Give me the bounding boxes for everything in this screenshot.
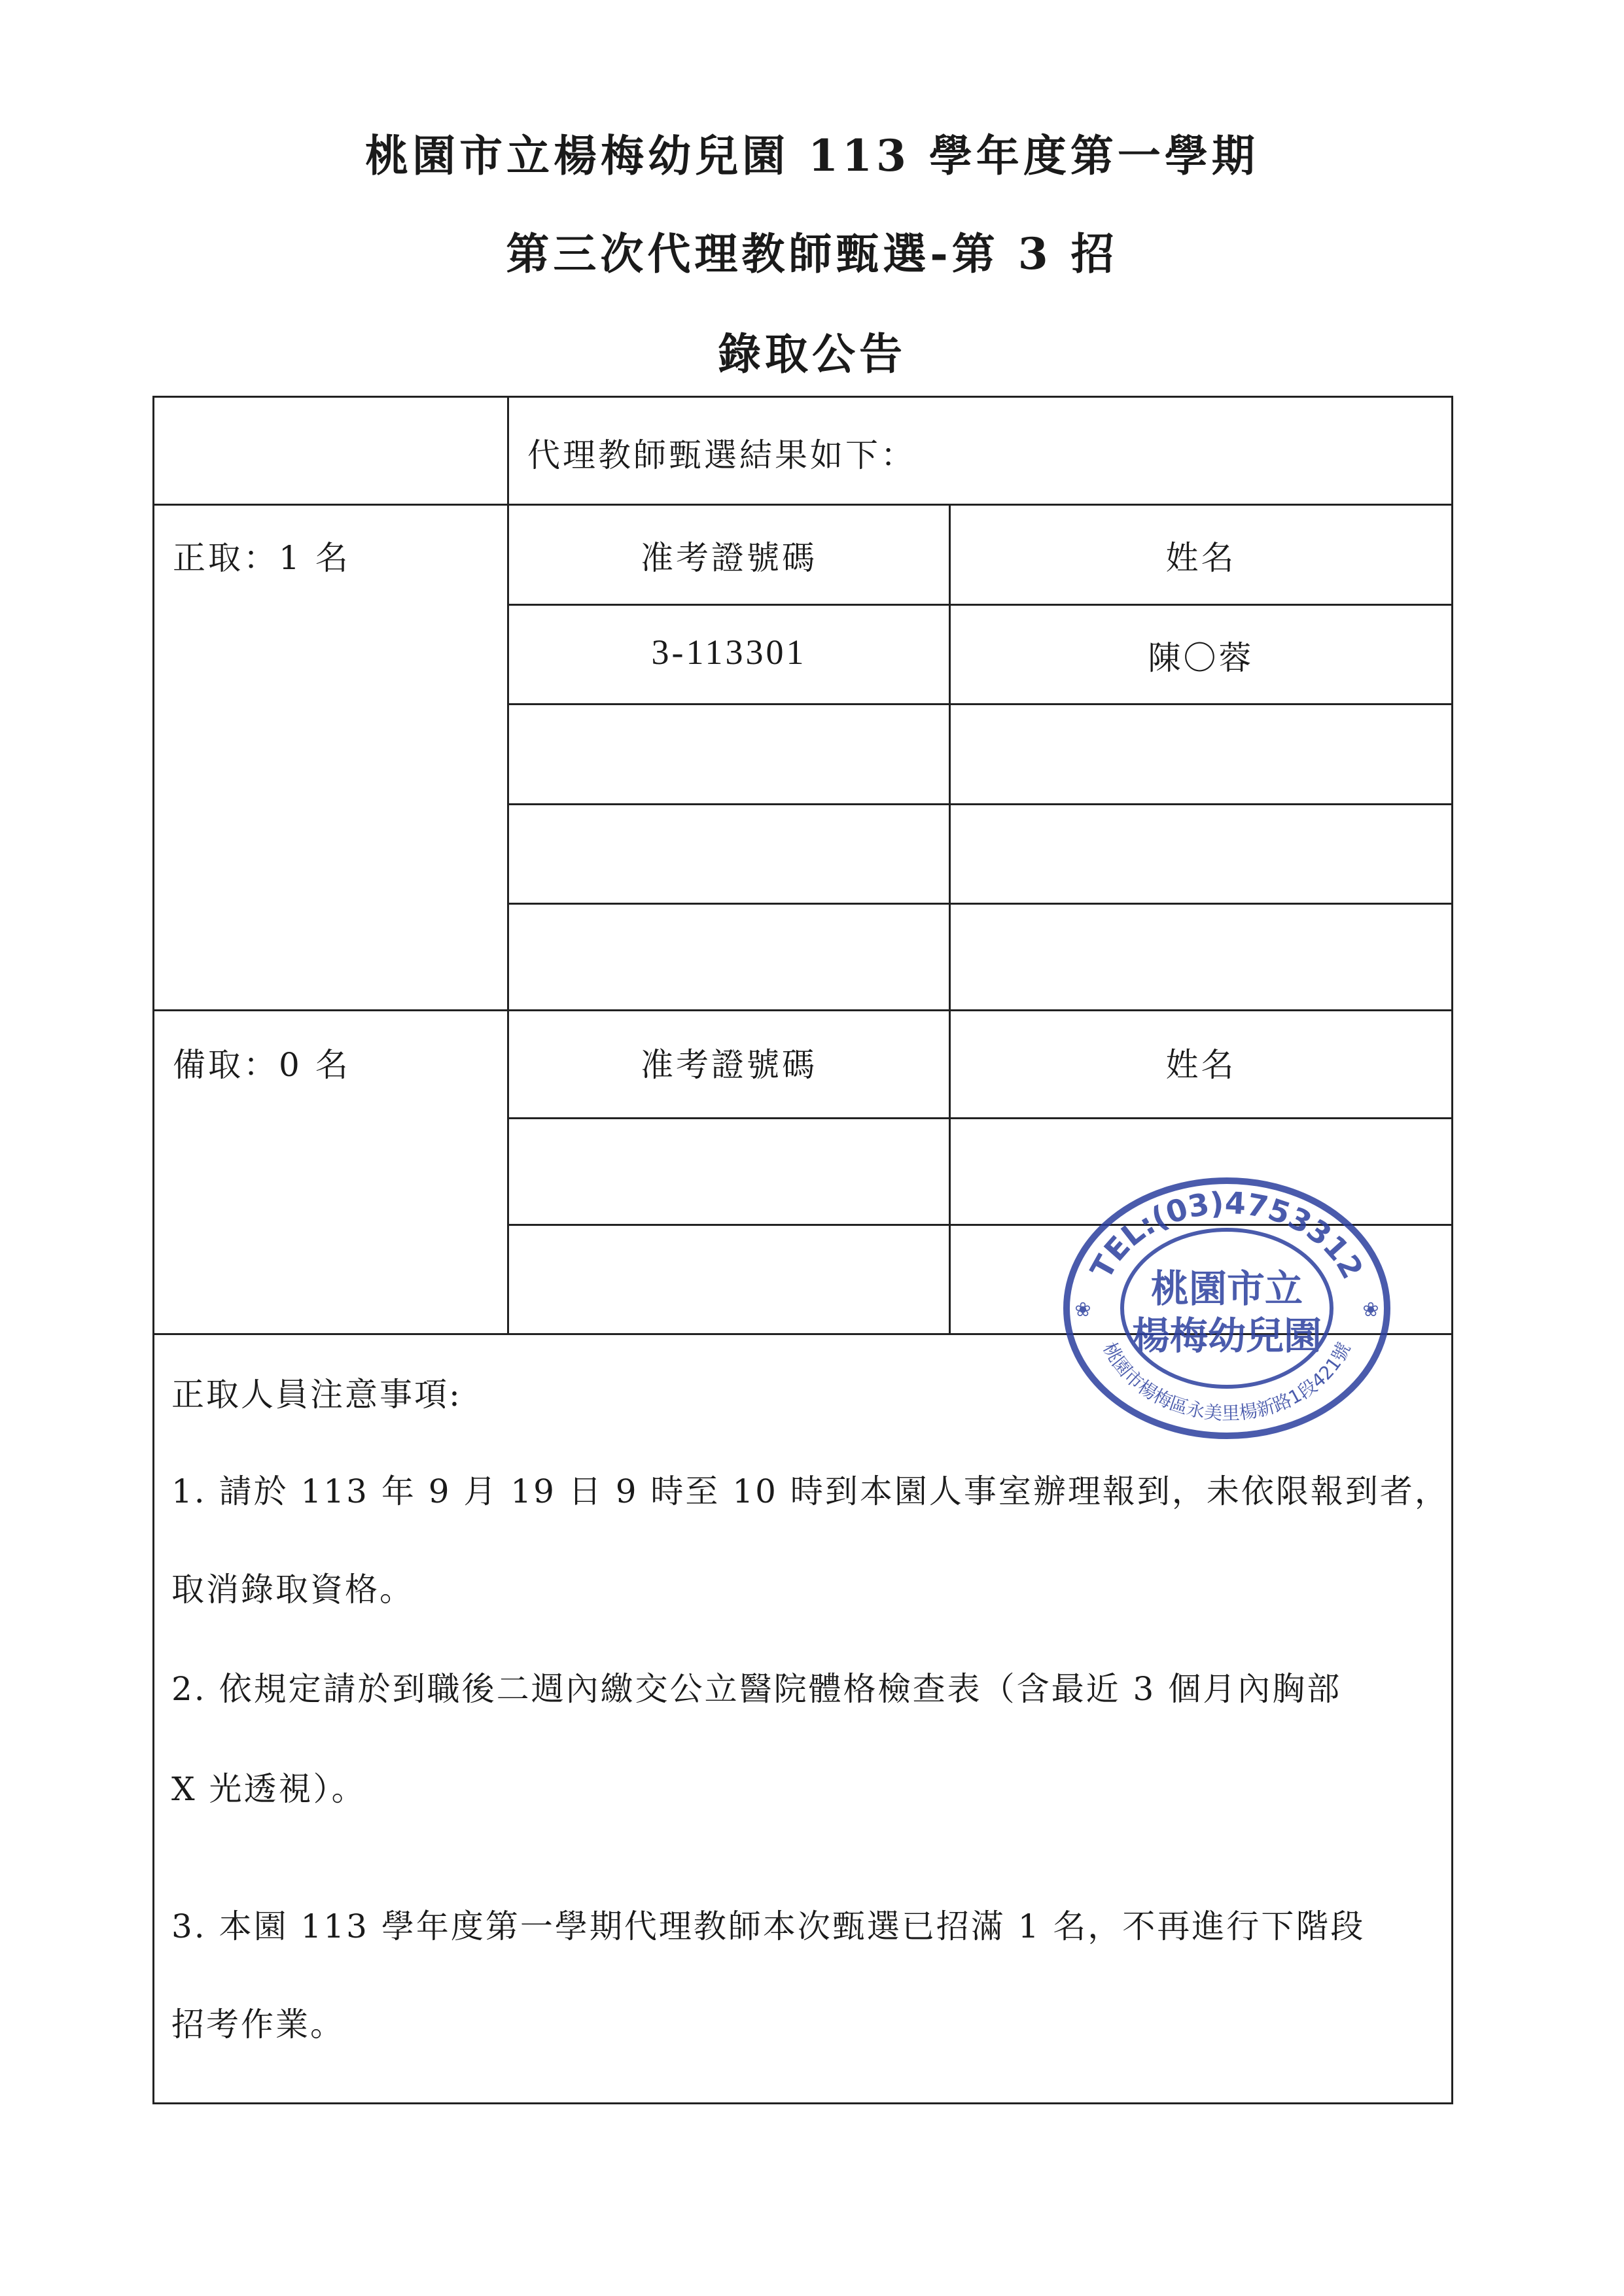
waitlist-col-name: 姓名 (1165, 1046, 1237, 1084)
waitlist-col-id: 准考證號碼 (641, 1046, 817, 1084)
seal-name-line-1: 桃園市立 (1150, 1266, 1303, 1311)
admitted-row-1-id: 3-113301 (651, 633, 807, 672)
note-1-line-2: 取消錄取資格。 (171, 1571, 414, 1609)
seal-name-line-2: 楊梅幼兒園 (1131, 1313, 1322, 1358)
notes-heading: 正取人員注意事項: (171, 1376, 462, 1414)
note-3-line-1: 3. 本園 113 學年度第一學期代理教師本次甄選已招滿 1 名，不再進行下階段 (171, 1907, 1366, 1945)
row-rule (154, 1009, 1451, 1011)
seal-tel: TEL:(03)4753312 (1083, 1185, 1371, 1285)
note-1-line-1: 1. 請於 113 年 9 月 19 日 9 時至 10 時到本園人事室辦理報到，未依限報到者， (171, 1472, 1449, 1510)
document-title: 桃園市立楊梅幼兒園 113 學年度第一學期 (365, 130, 1259, 181)
row-rule (507, 703, 1451, 705)
row-rule (154, 504, 1451, 506)
note-2-line-1: 2. 依規定請於到職後二週內繳交公立醫院體格檢查表（含最近 3 個月內胸部 (171, 1670, 1342, 1708)
admitted-label: 正取：1 名 (173, 539, 351, 577)
intro-text: 代理教師甄選結果如下： (527, 436, 916, 474)
admitted-col-id: 准考證號碼 (641, 539, 817, 577)
row-rule (507, 803, 1451, 805)
divider-id-name (949, 506, 951, 1333)
admitted-row-1-name: 陳〇蓉 (1148, 639, 1254, 677)
note-3-line-2: 招考作業。 (171, 2006, 345, 2044)
seal-flower-icon: ❀ (1362, 1298, 1379, 1321)
note-2-line-2: X 光透視）。 (171, 1770, 366, 1808)
row-rule (507, 604, 1451, 606)
row-rule (507, 903, 1451, 905)
waitlist-label: 備取：0 名 (173, 1046, 351, 1084)
official-seal-stamp (1057, 1171, 1397, 1446)
seal-flower-icon: ❀ (1074, 1298, 1091, 1321)
seal-address: 桃園市楊梅區永美里楊新路1段421號 (1099, 1338, 1355, 1425)
announcement-heading: 錄取公告 (718, 328, 906, 379)
row-rule (507, 1117, 1451, 1119)
document-subtitle: 第三次代理教師甄選-第 3 招 (506, 228, 1118, 279)
admitted-col-name: 姓名 (1165, 539, 1237, 577)
